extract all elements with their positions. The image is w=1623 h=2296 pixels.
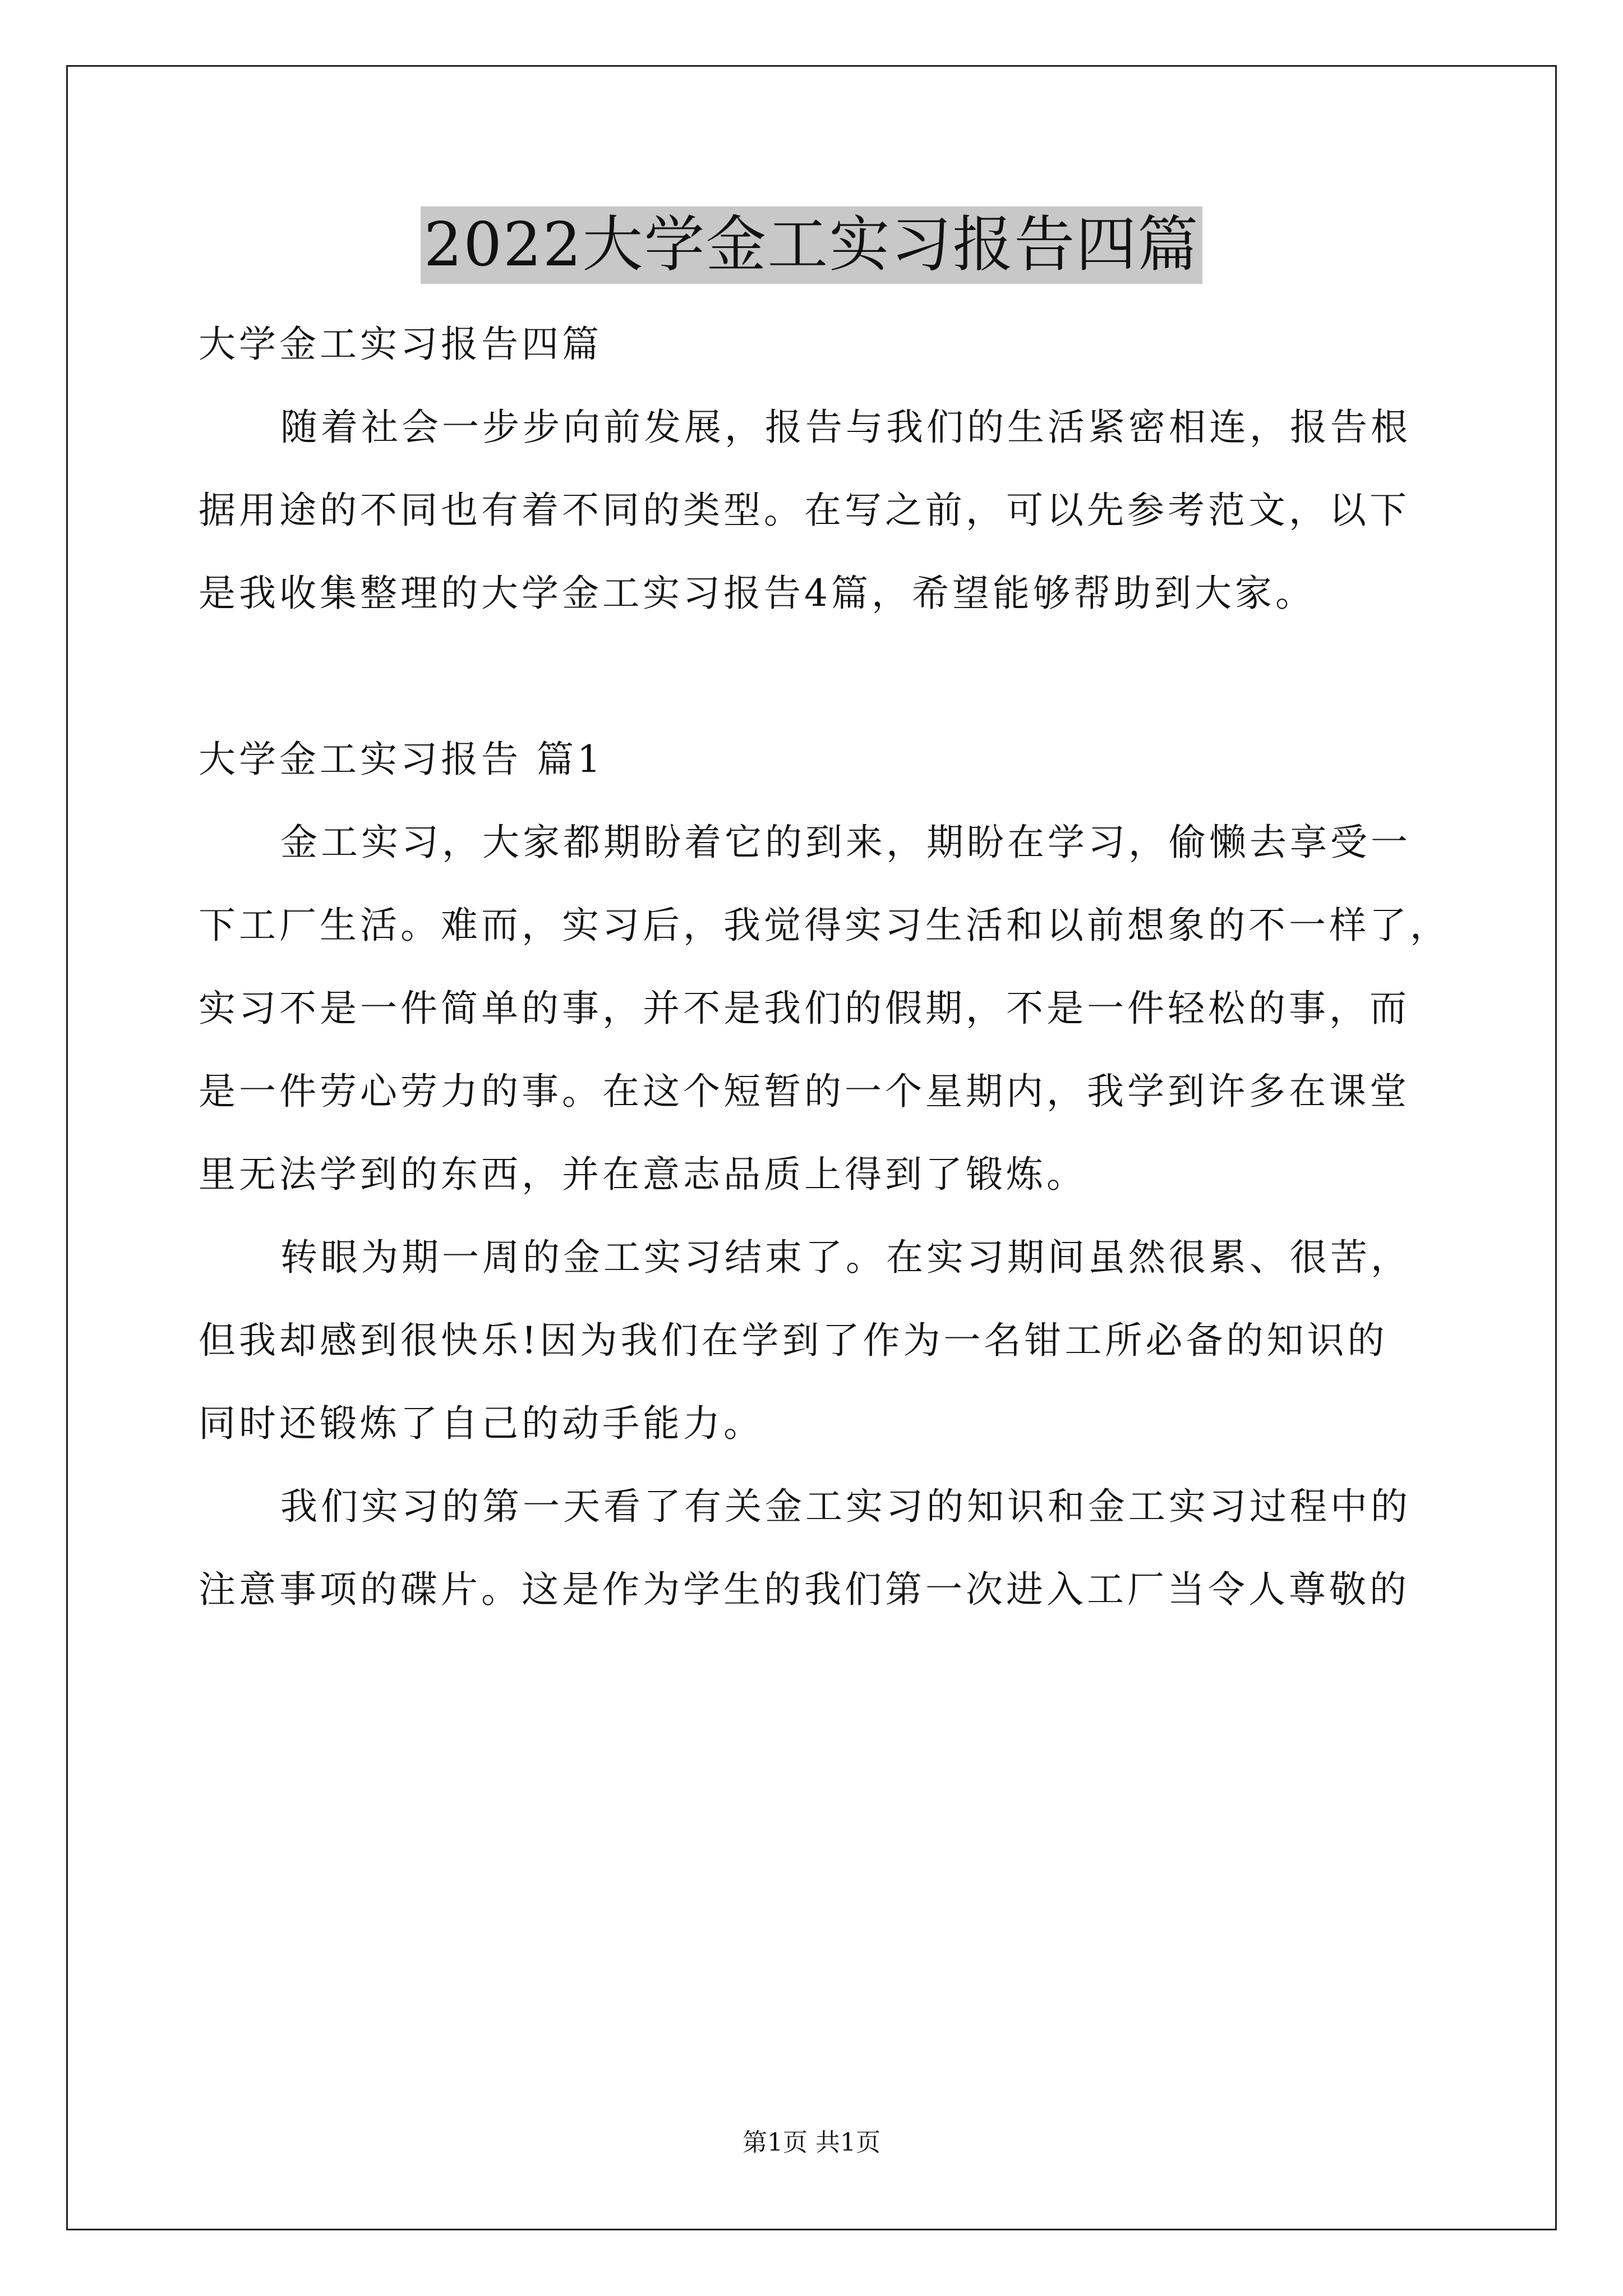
title-container: [0, 206, 1623, 284]
paragraph-line: 我们实习的第一天看了有关金工实习的知识和金工实习过程中的: [280, 1485, 1411, 1528]
document-title: 2022大学金工实习报告四篇: [421, 206, 1203, 284]
section-heading: 大学金工实习报告 篇1: [199, 738, 604, 781]
paragraph-line: 是一件劳心劳力的事。在这个短暂的一个星期内，我学到许多在课堂: [199, 1070, 1410, 1113]
paragraph-line: 注意事项的碟片。这是作为学生的我们第一次进入工厂当令人尊敬的: [199, 1568, 1410, 1611]
paragraph-line: 实习不是一件简单的事，并不是我们的假期，不是一件轻松的事，而: [199, 987, 1410, 1030]
intro-line: 随着社会一步步向前发展，报告与我们的生活紧密相连，报告根: [280, 406, 1411, 449]
paragraph-line: 里无法学到的东西，并在意志品质上得到了锻炼。: [199, 1153, 1087, 1196]
paragraph-line: 但我却感到很快乐!因为我们在学到了作为一名钳工所必备的知识的: [199, 1319, 1388, 1362]
paragraph-line: 同时还锻炼了自己的动手能力。: [199, 1402, 764, 1445]
page-footer: 第1页 共1页: [743, 2128, 880, 2157]
paragraph-line: 下工厂生活。难而，实习后，我觉得实习生活和以前想象的不一样了，: [199, 904, 1450, 947]
paragraph-line: 转眼为期一周的金工实习结束了。在实习期间虽然很累、很苦，: [280, 1236, 1411, 1279]
spacer: [199, 635, 1444, 718]
paragraph-line: 金工实习，大家都期盼着它的到来，期盼在学习，偷懒去享受一: [280, 821, 1411, 864]
intro-line: 据用途的不同也有着不同的类型。在写之前，可以先参考范文，以下: [199, 489, 1410, 532]
document-subtitle: 大学金工实习报告四篇: [199, 323, 602, 366]
document-body: [199, 303, 1450, 1631]
intro-line: 是我收集整理的大学金工实习报告4篇，希望能够帮助到大家。: [199, 572, 1316, 615]
